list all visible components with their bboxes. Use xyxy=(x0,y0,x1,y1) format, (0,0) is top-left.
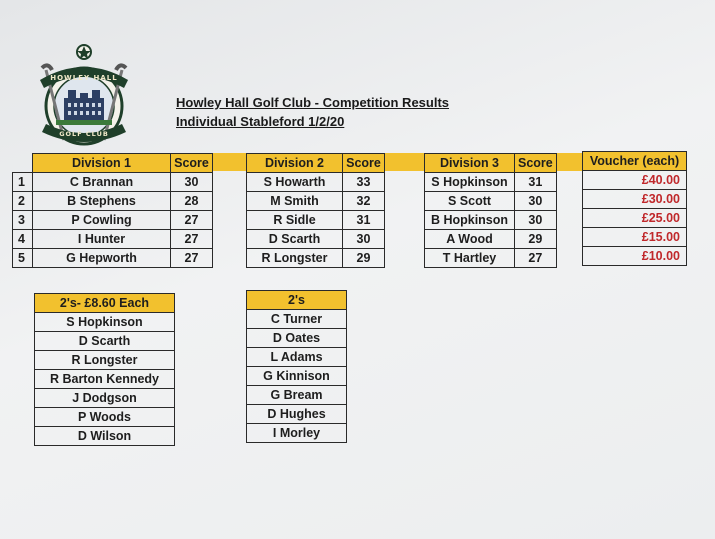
position-cell: 4 xyxy=(13,230,33,249)
twos-header: 2's xyxy=(247,291,347,310)
name-cell: L Adams xyxy=(247,348,347,367)
name-cell: B Stephens xyxy=(33,192,171,211)
name-cell: D Hughes xyxy=(247,405,347,424)
table-row xyxy=(583,190,687,209)
name-cell: D Scarth xyxy=(247,230,343,249)
voucher-header: Voucher (each) xyxy=(583,152,687,171)
table-row xyxy=(247,249,385,268)
table-row xyxy=(247,230,385,249)
division2-header: Division 2 xyxy=(247,154,343,173)
table-row xyxy=(35,313,175,332)
division1-header: Division 1 xyxy=(33,154,171,173)
table-row xyxy=(247,173,385,192)
score-cell: 29 xyxy=(515,230,557,249)
table-row xyxy=(35,427,175,446)
score-cell: 32 xyxy=(343,192,385,211)
name-cell: R Longster xyxy=(247,249,343,268)
table-row xyxy=(247,211,385,230)
table-row xyxy=(583,228,687,247)
table-row xyxy=(247,348,347,367)
score-cell: 30 xyxy=(515,211,557,230)
table-row xyxy=(425,192,557,211)
table-row xyxy=(35,389,175,408)
page-subtitle: Individual Stableford 1/2/20 xyxy=(176,114,345,129)
table-row xyxy=(425,211,557,230)
club-logo xyxy=(20,40,148,146)
table-row xyxy=(35,332,175,351)
division3-score-header: Score xyxy=(515,154,557,173)
table-row xyxy=(247,310,347,329)
division3-header: Division 3 xyxy=(425,154,515,173)
name-cell: D Wilson xyxy=(35,427,175,446)
name-cell: J Dodgson xyxy=(35,389,175,408)
division2-score-header: Score xyxy=(343,154,385,173)
table-row xyxy=(13,211,213,230)
name-cell: T Hartley xyxy=(425,249,515,268)
score-cell: 29 xyxy=(343,249,385,268)
twos-table xyxy=(246,290,347,443)
table-row xyxy=(13,192,213,211)
name-cell: C Brannan xyxy=(33,173,171,192)
table-row xyxy=(35,408,175,427)
score-cell: 31 xyxy=(515,173,557,192)
table-row xyxy=(247,192,385,211)
division1-score-header: Score xyxy=(171,154,213,173)
name-cell: D Oates xyxy=(247,329,347,348)
table-row xyxy=(247,386,347,405)
score-cell: 27 xyxy=(171,211,213,230)
logo-top-text: HOWLEY HALL xyxy=(50,74,118,82)
table-row xyxy=(425,249,557,268)
name-cell: A Wood xyxy=(425,230,515,249)
name-cell: M Smith xyxy=(247,192,343,211)
name-cell: G Kinnison xyxy=(247,367,347,386)
table-row xyxy=(13,230,213,249)
position-cell: 3 xyxy=(13,211,33,230)
logo-bottom-text: GOLF CLUB xyxy=(59,130,109,138)
table-row xyxy=(583,247,687,266)
voucher-cell: £40.00 xyxy=(583,171,687,190)
score-cell: 28 xyxy=(171,192,213,211)
twos-prize-table xyxy=(34,293,175,446)
name-cell: B Hopkinson xyxy=(425,211,515,230)
page-title: Howley Hall Golf Club - Competition Results xyxy=(176,95,450,110)
name-cell: S Howarth xyxy=(247,173,343,192)
name-cell: S Hopkinson xyxy=(425,173,515,192)
table-row xyxy=(425,230,557,249)
position-cell: 1 xyxy=(13,173,33,192)
table-row xyxy=(583,171,687,190)
score-cell: 27 xyxy=(171,230,213,249)
score-cell: 33 xyxy=(343,173,385,192)
voucher-cell: £30.00 xyxy=(583,190,687,209)
table-row xyxy=(13,249,213,268)
score-cell: 30 xyxy=(171,173,213,192)
name-cell: R Longster xyxy=(35,351,175,370)
score-cell: 27 xyxy=(515,249,557,268)
voucher-table xyxy=(582,151,687,266)
name-cell: I Morley xyxy=(247,424,347,443)
division2-table xyxy=(246,153,385,268)
name-cell: I Hunter xyxy=(33,230,171,249)
name-cell: P Woods xyxy=(35,408,175,427)
name-cell: R Sidle xyxy=(247,211,343,230)
score-cell: 30 xyxy=(515,192,557,211)
table-row xyxy=(247,424,347,443)
table-row xyxy=(35,370,175,389)
table-row xyxy=(247,367,347,386)
name-cell: R Barton Kennedy xyxy=(35,370,175,389)
name-cell: G Bream xyxy=(247,386,347,405)
name-cell: S Hopkinson xyxy=(35,313,175,332)
table-row xyxy=(13,173,213,192)
position-cell: 5 xyxy=(13,249,33,268)
position-cell: 2 xyxy=(13,192,33,211)
name-cell: P Cowling xyxy=(33,211,171,230)
score-cell: 31 xyxy=(343,211,385,230)
division3-table xyxy=(424,153,557,268)
name-cell: C Turner xyxy=(247,310,347,329)
table-row xyxy=(583,209,687,228)
voucher-cell: £10.00 xyxy=(583,247,687,266)
score-cell: 27 xyxy=(171,249,213,268)
twos-prize-header: 2's- £8.60 Each xyxy=(35,294,175,313)
table-row xyxy=(247,329,347,348)
name-cell: G Hepworth xyxy=(33,249,171,268)
name-cell: D Scarth xyxy=(35,332,175,351)
division1-table xyxy=(12,153,213,268)
score-cell: 30 xyxy=(343,230,385,249)
table-row xyxy=(35,351,175,370)
table-row xyxy=(425,173,557,192)
voucher-cell: £15.00 xyxy=(583,228,687,247)
name-cell: S Scott xyxy=(425,192,515,211)
table-row xyxy=(247,405,347,424)
voucher-cell: £25.00 xyxy=(583,209,687,228)
